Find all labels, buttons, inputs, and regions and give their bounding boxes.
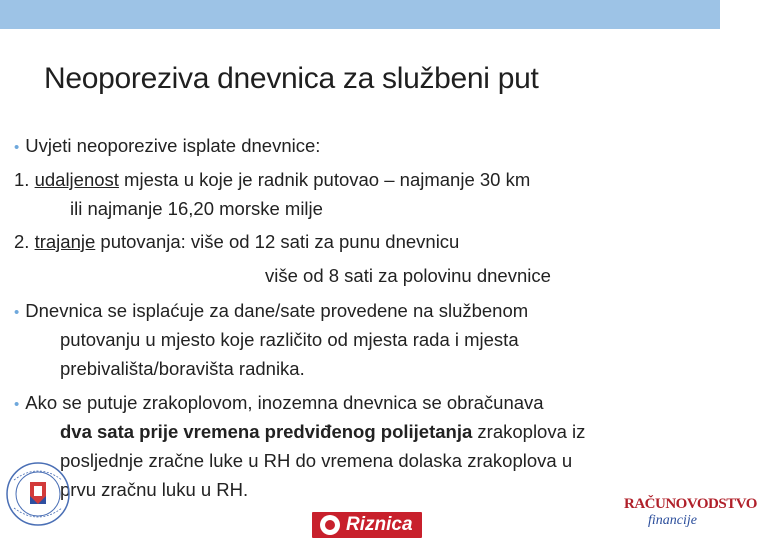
line-dva-sata: dva sata prije vremena predviđenog polijetanja zrakoplova iz bbox=[60, 421, 586, 442]
bullet-icon: • bbox=[14, 139, 20, 156]
line-trajanje: 2. trajanje putovanja: više od 12 sati za punu dnevnicu bbox=[14, 231, 460, 252]
bullet-line-1: • Uvjeti neoporezive isplate dnevnice: bbox=[14, 135, 321, 156]
line-prebivalista: prebivališta/boravišta radnika. bbox=[60, 358, 305, 379]
line-morske-milje: ili najmanje 16,20 morske milje bbox=[70, 198, 323, 219]
line-prvu: prvu zračnu luku u RH. bbox=[60, 479, 249, 500]
bullet-line-2: • Dnevnica se isplaćuje za dane/sate provedene na službenom bbox=[14, 300, 529, 321]
bullet-icon: • bbox=[14, 396, 20, 413]
riznica-emblem-icon bbox=[320, 515, 340, 535]
institution-seal-logo bbox=[4, 460, 72, 528]
line-putovanju: putovanju u mjesto koje različito od mjesta rada i mjesta bbox=[60, 329, 519, 350]
bullet-line-3: • Ako se putuje zrakoplovom, inozemna dnevnica se obračunava bbox=[14, 392, 544, 413]
racunovodstvo-financije-logo: RAČUNOVODSTVO financije bbox=[624, 496, 757, 528]
riznica-logo: Riznica bbox=[312, 512, 422, 538]
line-polovina: više od 8 sati za polovinu dnevnice bbox=[265, 265, 551, 286]
line-posljednje: posljednje zračne luke u RH do vremena dolaska zrakoplova u bbox=[60, 450, 573, 471]
slide-title: Neoporeziva dnevnica za službeni put bbox=[44, 62, 539, 95]
line-udaljenost: 1. udaljenost mjesta u koje je radnik putovao – najmanje 30 km bbox=[14, 169, 531, 190]
bullet-icon: • bbox=[14, 304, 20, 321]
